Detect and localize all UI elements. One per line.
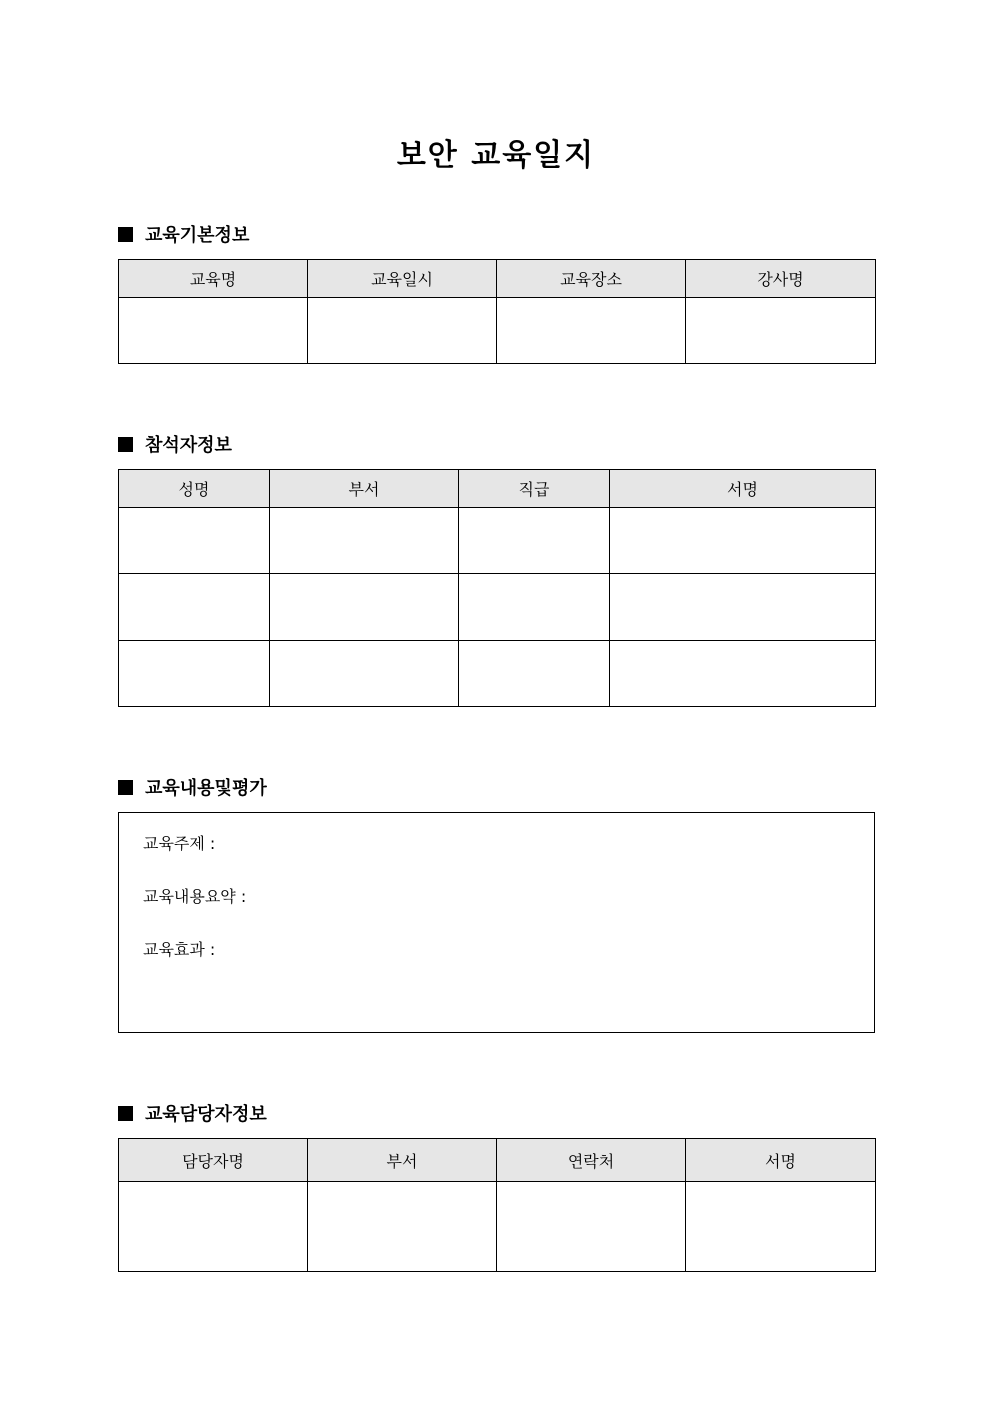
column-header-course-datetime: 교육일시	[308, 260, 497, 298]
section-title: 교육담당자정보	[145, 1104, 267, 1125]
column-header-contact: 연락처	[497, 1139, 686, 1182]
section-title: 참석자정보	[145, 435, 232, 456]
attendees-table	[118, 469, 876, 707]
attendee-position-cell[interactable]	[459, 574, 610, 641]
attendee-department-cell[interactable]	[270, 641, 459, 707]
table-row	[119, 574, 876, 641]
column-header-signature: 서명	[686, 1139, 876, 1182]
section-title: 교육내용및평가	[145, 778, 267, 799]
column-header-department: 부서	[308, 1139, 497, 1182]
manager-department-cell[interactable]	[308, 1182, 497, 1272]
course-name-cell[interactable]	[119, 298, 308, 364]
column-header-instructor-name: 강사명	[686, 260, 876, 298]
column-header-position: 직급	[459, 470, 610, 508]
section-heading-attendees	[118, 431, 232, 457]
course-topic-label: 교육주제 :	[143, 834, 216, 853]
column-header-course-location: 교육장소	[497, 260, 686, 298]
course-summary-label: 교육내용요약 :	[143, 887, 247, 906]
attendee-department-cell[interactable]	[270, 508, 459, 574]
table-row	[119, 508, 876, 574]
attendee-signature-cell[interactable]	[610, 574, 876, 641]
basic-info-table	[118, 259, 876, 364]
column-header-manager-name: 담당자명	[119, 1139, 308, 1182]
attendee-department-cell[interactable]	[270, 574, 459, 641]
course-effect-label: 교육효과 :	[143, 940, 216, 959]
course-datetime-cell[interactable]	[308, 298, 497, 364]
manager-info-table	[118, 1138, 876, 1272]
attendee-name-cell[interactable]	[119, 508, 270, 574]
course-location-cell[interactable]	[497, 298, 686, 364]
column-header-course-name: 교육명	[119, 260, 308, 298]
manager-name-cell[interactable]	[119, 1182, 308, 1272]
square-bullet-icon	[118, 227, 133, 242]
manager-contact-cell[interactable]	[497, 1182, 686, 1272]
column-header-name: 성명	[119, 470, 270, 508]
table-row	[119, 1182, 876, 1272]
content-evaluation-box[interactable]	[118, 812, 875, 1033]
section-title: 교육기본정보	[145, 225, 250, 246]
attendee-position-cell[interactable]	[459, 508, 610, 574]
attendee-name-cell[interactable]	[119, 574, 270, 641]
section-heading-manager-info	[118, 1100, 267, 1126]
document-title: 보안 교육일지	[396, 138, 596, 173]
attendee-signature-cell[interactable]	[610, 641, 876, 707]
section-heading-content-evaluation	[118, 774, 267, 800]
table-row	[119, 298, 876, 364]
section-heading-basic-info	[118, 221, 249, 247]
table-row	[119, 641, 876, 707]
square-bullet-icon	[118, 437, 133, 452]
attendee-position-cell[interactable]	[459, 641, 610, 707]
square-bullet-icon	[118, 1106, 133, 1121]
manager-signature-cell[interactable]	[686, 1182, 876, 1272]
column-header-signature: 서명	[610, 470, 876, 508]
attendee-signature-cell[interactable]	[610, 508, 876, 574]
attendee-name-cell[interactable]	[119, 641, 270, 707]
column-header-department: 부서	[270, 470, 459, 508]
instructor-name-cell[interactable]	[686, 298, 876, 364]
square-bullet-icon	[118, 780, 133, 795]
